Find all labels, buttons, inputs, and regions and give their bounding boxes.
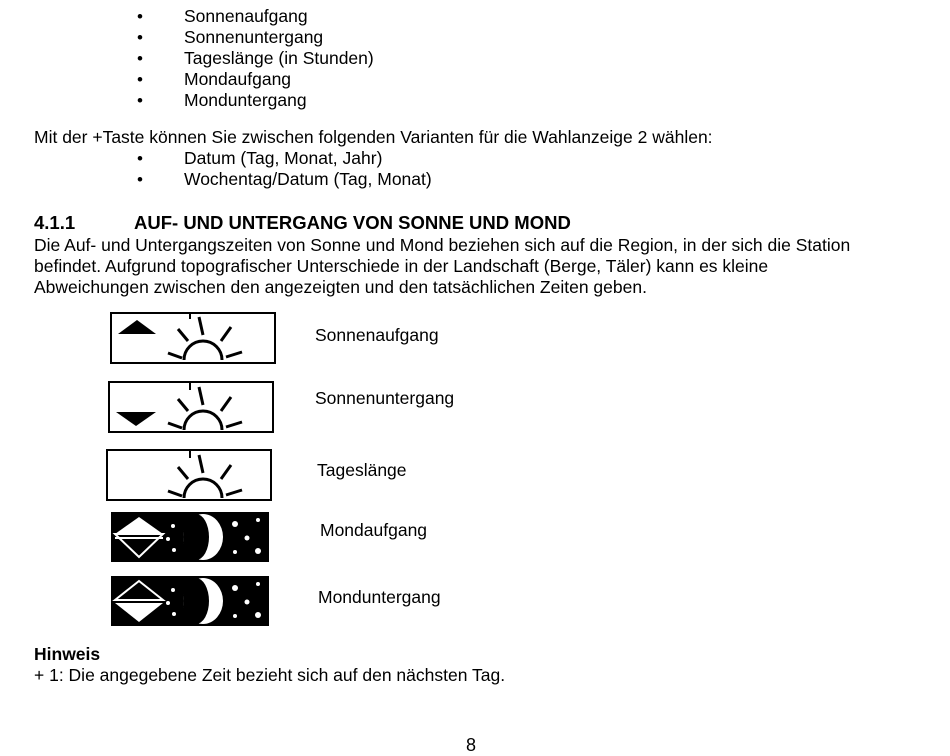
note-text: + 1: Die angegebene Zeit bezieht sich auf den nächsten Tag. xyxy=(34,665,506,685)
icon-label-moonset: Monduntergang xyxy=(318,587,441,607)
bullet: • xyxy=(137,149,143,168)
paragraph-line: befindet. Aufgrund topografischer Unterschiede in der Landschaft (Berge, Täler) kann es kleine xyxy=(34,256,769,276)
list-item-text: Mondaufgang xyxy=(184,69,292,89)
icon-label-sunrise: Sonnenaufgang xyxy=(315,325,439,345)
paragraph-line: Die Auf- und Untergangszeiten von Sonne und Mond beziehen sich auf die Region, in der sich die Station xyxy=(34,235,851,255)
section-heading xyxy=(34,212,571,233)
list-item-text: Monduntergang xyxy=(184,90,307,110)
icon-label-sunset: Sonnenuntergang xyxy=(315,388,455,408)
note-title: Hinweis xyxy=(34,644,101,664)
moonset-icon xyxy=(111,576,269,626)
list-item-text: Wochentag/Datum (Tag, Monat) xyxy=(184,169,432,189)
icon-label-moonrise: Mondaufgang xyxy=(320,520,428,540)
bullet: • xyxy=(137,170,143,189)
sunrise-icon xyxy=(110,312,276,364)
bullet: • xyxy=(137,28,143,47)
bullet: • xyxy=(137,49,143,68)
moonrise-icon xyxy=(111,512,269,562)
section-number: 4.1.1 xyxy=(34,212,76,233)
list-item-text: Sonnenuntergang xyxy=(184,27,324,47)
bullet: • xyxy=(137,7,143,26)
paragraph-line: Abweichungen zwischen den angezeigten und den tatsächlichen Zeiten geben. xyxy=(34,277,647,297)
list-item-text: Sonnenaufgang xyxy=(184,6,308,26)
page-number: 8 xyxy=(466,735,477,755)
list-item-text: Tageslänge (in Stunden) xyxy=(184,48,374,68)
icon-label-daylength: Tageslänge xyxy=(317,460,407,480)
section-paragraph xyxy=(34,235,914,298)
intro-text: Mit der +Taste können Sie zwischen folgenden Varianten für die Wahlanzeige 2 wählen: xyxy=(34,127,713,147)
sunset-icon xyxy=(108,380,274,433)
section-title: AUF- UND UNTERGANG VON SONNE UND MOND xyxy=(134,212,571,233)
bullet: • xyxy=(137,70,143,89)
daylength-icon xyxy=(106,448,272,501)
bullet: • xyxy=(137,91,143,110)
list-item-text: Datum (Tag, Monat, Jahr) xyxy=(184,148,383,168)
